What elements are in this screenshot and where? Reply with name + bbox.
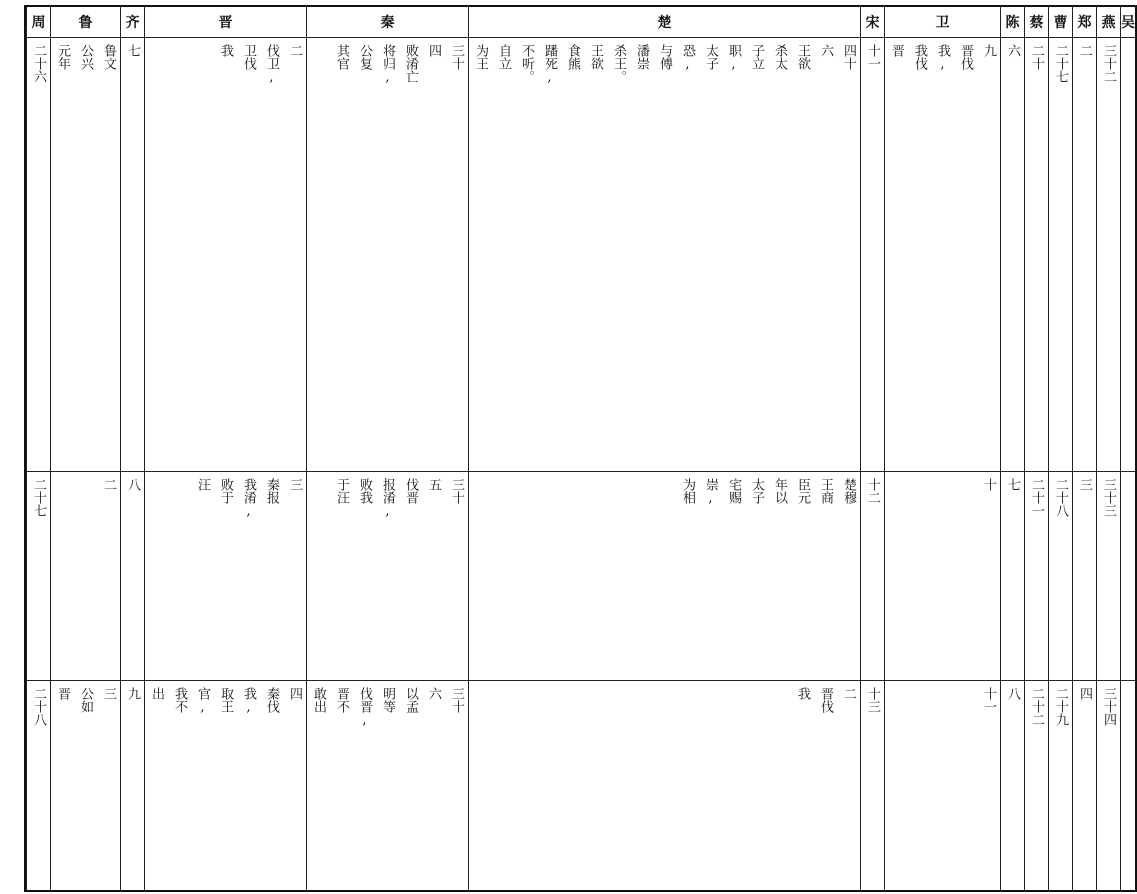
cell-text-column: 二 (287, 44, 302, 57)
state-cell (51, 681, 121, 892)
cell-text-column: 三十 (449, 478, 464, 504)
state-cell (861, 681, 885, 892)
state-cell (1001, 681, 1025, 892)
cell-text-column: 六 (426, 687, 441, 700)
cell-text-column: 四 (287, 687, 302, 700)
cell-text-column: 取王 (218, 687, 233, 713)
state-cell (307, 472, 469, 681)
header-state-cell: 郑 (1073, 6, 1097, 38)
cell-text-column: 二十一 (1029, 478, 1044, 517)
cell-text-column: 职, (726, 44, 741, 72)
state-cell (1025, 38, 1049, 472)
cell-text-column: 与傅 (657, 44, 672, 70)
cell-text-column: 晋伐 (818, 687, 833, 713)
header-state-cell: 秦 (307, 6, 469, 38)
cell-text-column: 崇, (703, 478, 718, 506)
cell-text-column: 十 (981, 478, 996, 491)
cell-text-column: 食熊 (565, 44, 580, 70)
cell-text-column: 以孟 (403, 687, 418, 713)
year-cell (25, 472, 27, 681)
cell-text-column: 四十 (841, 44, 856, 70)
header-state-cell: 蔡 (1025, 6, 1049, 38)
header-state-cell: 卫 (885, 6, 1001, 38)
state-cell (1121, 681, 1137, 892)
cell-text-column (1133, 478, 1135, 680)
cell-text-column: 二十八 (31, 687, 46, 726)
cell-text-column: 晋 (55, 687, 70, 700)
state-cell (1097, 472, 1121, 681)
state-cell (307, 681, 469, 892)
state-cell (145, 38, 307, 472)
cell-text-column: 七 (125, 44, 140, 57)
cell-text-column: 二十七 (1053, 44, 1068, 83)
header-state-cell: 燕 (1097, 6, 1121, 38)
state-cell (27, 38, 51, 472)
state-cell (145, 472, 307, 681)
cell-text-column: 杀王。 (611, 44, 626, 83)
cell-text-column: 卫伐 (241, 44, 256, 70)
cell-text-column: 宅赐 (726, 478, 741, 504)
state-cell (121, 681, 145, 892)
header-state-cell: 齐 (121, 6, 145, 38)
state-cell (885, 472, 1001, 681)
cell-text-column: 为相 (680, 478, 695, 504)
cell-text-column: 三 (101, 687, 116, 700)
cell-text-column: 败我 (357, 478, 372, 504)
cell-text-column: 二十九 (1053, 687, 1068, 726)
state-cell (1049, 38, 1073, 472)
cell-text-column: 六 (818, 44, 833, 57)
header-state-cell: 周 (27, 6, 51, 38)
cell-text-column: 于汪 (334, 478, 349, 504)
cell-text-column (1133, 687, 1135, 890)
cell-text-column: 三十 (449, 687, 464, 713)
cell-text-column: 伐晋 (403, 478, 418, 504)
cell-text-column: 三十三 (1101, 478, 1116, 517)
cell-text-column: 自立 (496, 44, 511, 70)
header-state-cell: 吴 (1121, 6, 1137, 38)
cell-text-column: 公兴 (78, 44, 93, 70)
state-cell (1121, 472, 1137, 681)
state-cell (1049, 472, 1073, 681)
cell-text-column: 四 (1077, 687, 1092, 700)
chronology-table (24, 5, 1137, 892)
table-row (25, 472, 1136, 681)
cell-text-column: 二十六 (31, 44, 46, 83)
chronology-table-frame (24, 5, 1137, 892)
cell-text-column: 我 (795, 687, 810, 700)
state-cell (1001, 472, 1025, 681)
cell-text-column: 鲁文 (101, 44, 116, 70)
cell-text-column: 为王 (473, 44, 488, 70)
state-cell (469, 38, 861, 472)
cell-text-column: 四 (426, 44, 441, 57)
state-cell (885, 38, 1001, 472)
cell-text-column: 二十二 (1029, 687, 1044, 726)
state-cell (1121, 38, 1137, 472)
cell-text-column: 三十 (449, 44, 464, 70)
cell-text-column: 恐, (680, 44, 695, 72)
cell-text-column: 太子 (703, 44, 718, 70)
state-cell (1025, 472, 1049, 681)
cell-text-column: 蹯死, (542, 44, 557, 85)
cell-text-column: 晋不 (334, 687, 349, 713)
table-row (25, 38, 1136, 472)
header-state-cell: 晋 (145, 6, 307, 38)
cell-text-column: 王欲 (588, 44, 603, 70)
cell-text-column: 秦报 (264, 478, 279, 504)
header-state-cell: 曹 (1049, 6, 1073, 38)
cell-text-column: 败于 (218, 478, 233, 504)
cell-text-column: 九 (981, 44, 996, 57)
cell-text-column: 十二 (865, 478, 880, 504)
cell-text-column: 二 (1077, 44, 1092, 57)
cell-text-column: 二十七 (31, 478, 46, 517)
cell-text-column: 官, (195, 687, 210, 715)
cell-text-column: 三十二 (1101, 44, 1116, 83)
state-cell (1073, 681, 1097, 892)
cell-text-column: 我, (935, 44, 950, 72)
table-row (25, 681, 1136, 892)
cell-text-column: 伐晋, (357, 687, 372, 728)
state-cell (1073, 472, 1097, 681)
cell-text-column: 元年 (55, 44, 70, 70)
year-cell (25, 681, 27, 892)
cell-text-column: 五 (426, 478, 441, 491)
cell-text-column: 八 (125, 478, 140, 491)
state-cell (1073, 38, 1097, 472)
state-cell (27, 472, 51, 681)
header-state-cell: 楚 (469, 6, 861, 38)
cell-text-column: 臣元 (795, 478, 810, 504)
header-state-cell: 陈 (1001, 6, 1025, 38)
state-cell (1025, 681, 1049, 892)
state-cell (1001, 38, 1025, 472)
cell-text-column: 我不 (172, 687, 187, 713)
state-cell (469, 681, 861, 892)
cell-text-column: 敢出 (311, 687, 326, 713)
cell-text-column: 三 (1077, 478, 1092, 491)
cell-text-column: 二十八 (1053, 478, 1068, 517)
state-cell (469, 472, 861, 681)
cell-text-column: 公如 (78, 687, 93, 713)
cell-text-column: 败淆亡 (403, 44, 418, 83)
header-row (25, 6, 1136, 38)
cell-text-column: 其官 (334, 44, 349, 70)
state-cell (51, 472, 121, 681)
cell-text-column: 十一 (981, 687, 996, 713)
cell-text-column: 二十 (1029, 44, 1044, 70)
cell-text-column: 三 (287, 478, 302, 491)
state-cell (1097, 38, 1121, 472)
state-cell (121, 472, 145, 681)
state-cell (1049, 681, 1073, 892)
cell-text-column: 我伐 (912, 44, 927, 70)
table-body (25, 38, 1136, 892)
cell-text-column: 九 (125, 687, 140, 700)
cell-text-column: 晋伐 (958, 44, 973, 70)
cell-text-column: 晋 (889, 44, 904, 57)
header-state-cell: 鲁 (51, 6, 121, 38)
cell-text-column: 二 (101, 478, 116, 491)
state-cell (51, 38, 121, 472)
cell-text-column: 我 (218, 44, 233, 57)
state-cell (145, 681, 307, 892)
cell-text-column: 子立 (749, 44, 764, 70)
state-cell (861, 38, 885, 472)
cell-text-column: 三十四 (1101, 687, 1116, 726)
cell-text-column: 太子 (749, 478, 764, 504)
cell-text-column: 潘崇 (634, 44, 649, 70)
header-state-cell: 宋 (861, 6, 885, 38)
cell-text-column (1133, 44, 1135, 471)
cell-text-column: 杀太 (772, 44, 787, 70)
state-cell (307, 38, 469, 472)
year-cell (25, 38, 27, 472)
state-cell (121, 38, 145, 472)
cell-text-column: 王商 (818, 478, 833, 504)
cell-text-column: 秦伐 (264, 687, 279, 713)
cell-text-column: 我淆, (241, 478, 256, 519)
cell-text-column: 十一 (865, 44, 880, 70)
cell-text-column: 汪 (195, 478, 210, 491)
state-cell (27, 681, 51, 892)
cell-text-column: 七 (1005, 478, 1020, 491)
cell-text-column: 将归, (380, 44, 395, 85)
cell-text-column: 公复 (357, 44, 372, 70)
cell-text-column: 楚穆 (841, 478, 856, 504)
cell-text-column: 六 (1005, 44, 1020, 57)
state-cell (1097, 681, 1121, 892)
state-cell (885, 681, 1001, 892)
cell-text-column: 二 (841, 687, 856, 700)
cell-text-column: 明等 (380, 687, 395, 713)
cell-text-column: 报淆, (380, 478, 395, 519)
state-cell (861, 472, 885, 681)
cell-text-column: 十三 (865, 687, 880, 713)
cell-text-column: 伐卫, (264, 44, 279, 85)
cell-text-column: 出 (149, 687, 164, 700)
cell-text-column: 我, (241, 687, 256, 715)
cell-text-column: 不听。 (519, 44, 534, 83)
cell-text-column: 八 (1005, 687, 1020, 700)
cell-text-column: 王欲 (795, 44, 810, 70)
cell-text-column: 年以 (772, 478, 787, 504)
